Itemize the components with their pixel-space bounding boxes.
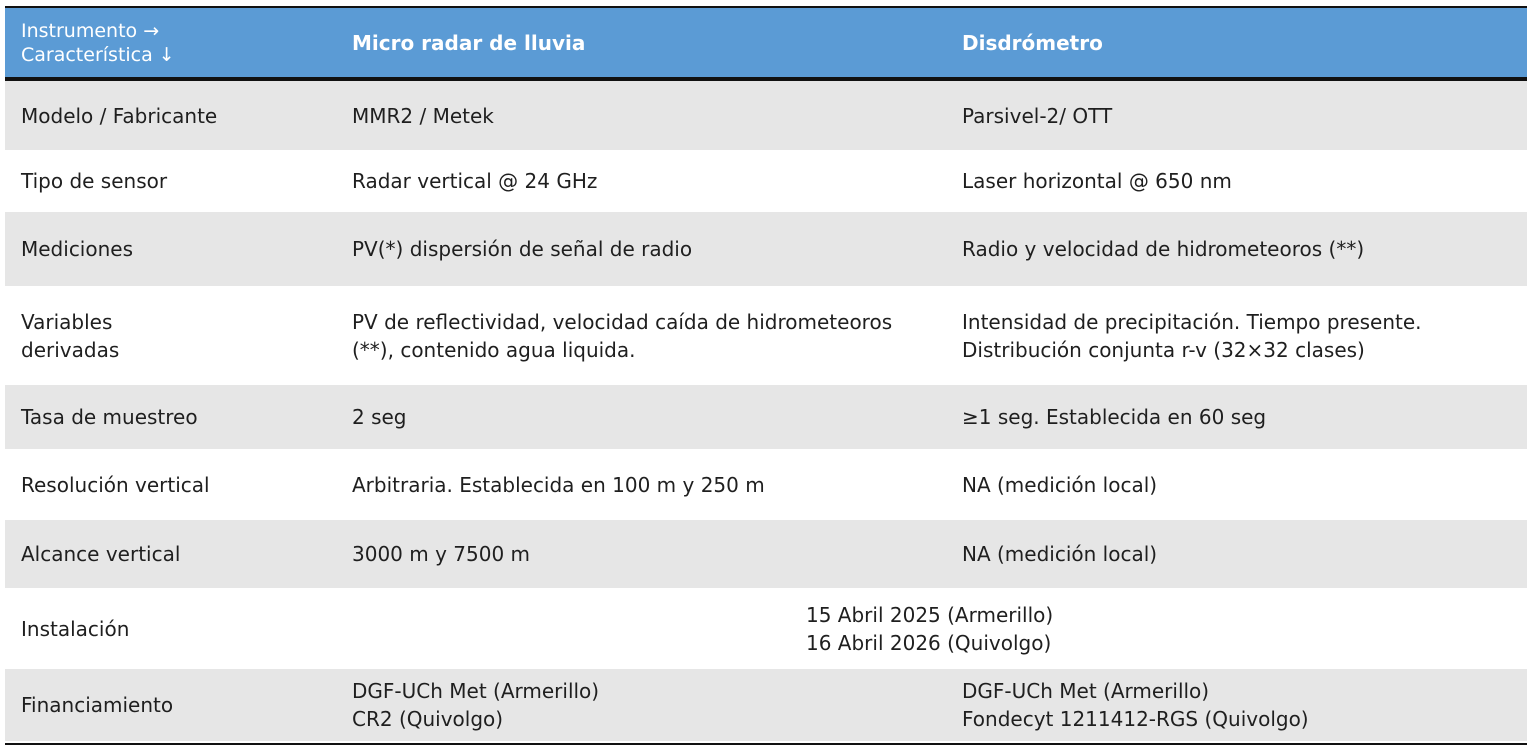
radar-cell: Arbitraria. Establecida en 100 m y 250 m [352,472,765,497]
row-label: Financiamiento [21,693,174,717]
table-row [5,588,1527,669]
row-label: Mediciones [21,237,134,261]
radar-cell: DGF-UCh Met (Armerillo) CR2 (Quivolgo) [352,679,600,731]
table-row [5,520,1527,588]
header-corner-cell [21,19,175,67]
row-label: Modelo / Fabricante [21,103,218,128]
radar-cell: PV(*) dispersión de señal de radio [352,237,693,261]
disdrometer-cell: NA (medición local) [962,472,1158,497]
disdrometer-cell: DGF-UCh Met (Armerillo) Fondecyt 1211412-RGS (Quivolgo) [962,679,1309,731]
table-row [5,449,1527,520]
header-radar-column: Micro radar de lluvia [352,30,586,55]
table-row [5,286,1527,385]
disdrometer-cell: Intensidad de precipitación. Tiempo presente. Distribución conjunta r-v (32×32 clases) [962,309,1422,362]
table-row [5,150,1527,212]
row-label: Alcance vertical [21,542,181,566]
radar-cell: 2 seg [352,405,407,429]
table-row [5,81,1527,150]
header-instrument-label: Instrumento → [21,19,160,42]
radar-cell: MMR2 / Metek [352,103,494,128]
disdrometer-cell: Laser horizontal @ 650 nm [962,169,1232,193]
header-disdrometer-column: Disdrómetro [962,30,1103,55]
row-label: Instalación [21,616,130,641]
disdrometer-cell: ≥1 seg. Establecida en 60 seg [962,405,1267,429]
row-label: Variables derivadas [21,309,120,362]
radar-cell: 3000 m y 7500 m [352,542,531,566]
table-row [5,385,1527,449]
table-row [5,212,1527,286]
disdrometer-cell: NA (medición local) [962,542,1158,566]
row-label: Tasa de muestreo [21,405,198,429]
row-label: Tipo de sensor [21,169,168,193]
radar-cell: Radar vertical @ 24 GHz [352,169,598,193]
table-row [5,669,1527,741]
header-characteristic-label: Característica ↓ [21,43,175,66]
shared-installation-cell: 15 Abril 2025 (Armerillo) 16 Abril 2026 (Quivolgo) [806,602,1054,655]
disdrometer-cell: Radio y velocidad de hidrometeoros (**) [962,237,1365,261]
instrument-comparison-table [5,6,1527,745]
table-header-row [5,8,1527,81]
radar-cell: PV de reflectividad, velocidad caída de hidrometeoros (**), contenido agua liquida. [352,309,893,362]
disdrometer-cell: Parsivel-2/ OTT [962,103,1113,128]
row-label: Resolución vertical [21,472,210,497]
